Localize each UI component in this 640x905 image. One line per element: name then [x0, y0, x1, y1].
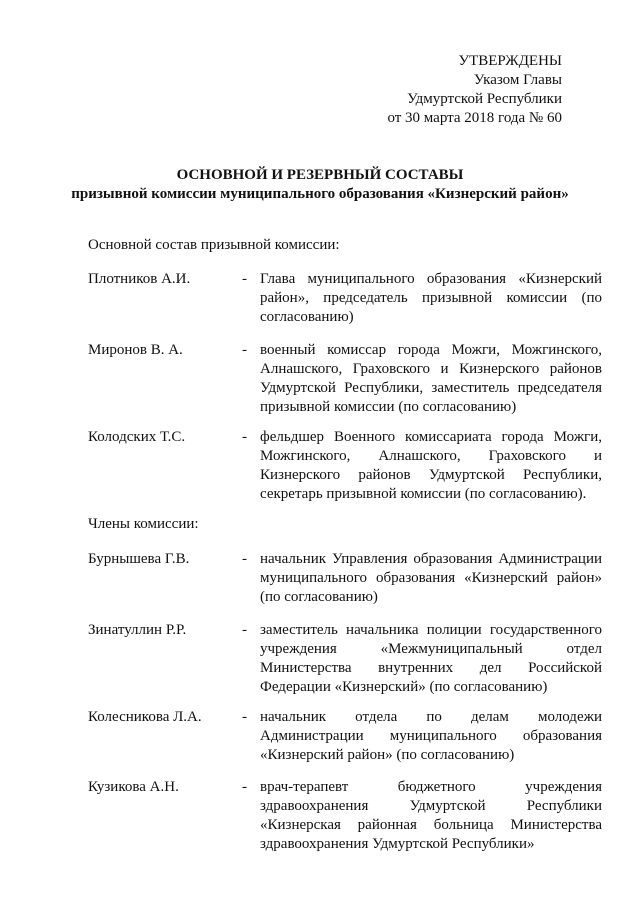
member-dash: - — [242, 271, 247, 287]
member-name: Миронов В. А. — [88, 342, 183, 358]
member-dash: - — [242, 709, 247, 725]
member-name: Колесникова Л.А. — [88, 709, 202, 725]
approval-line-4: от 30 марта 2018 года № 60 — [387, 110, 562, 126]
document-title: ОСНОВНОЙ И РЕЗЕРВНЫЙ СОСТАВЫ — [176, 167, 464, 183]
member-role: начальник отдела по делам молодежи Администрации муниципального образования «Кизнерский район» (по согласованию) — [260, 709, 602, 763]
member-role: врач-терапевт бюджетного учреждения здравоохранения Удмуртской Республики «Кизнерская районная больница Министерства здравоохранения Удмуртской Республики» — [260, 779, 602, 852]
member-dash: - — [242, 622, 247, 638]
member-name: Зинатуллин Р.Р. — [88, 622, 187, 638]
approval-stamp — [387, 52, 562, 128]
approval-line-1: УТВЕРЖДЕНЫ — [458, 53, 562, 69]
member-dash: - — [242, 429, 247, 445]
document-subtitle: призывной комиссии муниципального образования «Кизнерский район» — [71, 186, 569, 202]
member-role: фельдшер Военного комиссариата города Можги, Можгинского, Алнашского, Граховского и Кизнерского районов Удмуртской Республики, секретарь призывной комиссии (по согласованию). — [260, 429, 602, 502]
member-role: военный комиссар города Можги, Можгинского, Алнашского, Граховского и Кизнерского районов Удмуртской Республики, заместитель председателя призывной комиссии (по согласованию) — [260, 342, 602, 415]
member-name: Колодских Т.С. — [88, 429, 186, 445]
main-section-label: Основной состав призывной комиссии: — [88, 237, 340, 253]
member-name: Плотников А.И. — [88, 271, 191, 287]
member-dash: - — [242, 779, 247, 795]
member-dash: - — [242, 551, 247, 567]
approval-line-3: Удмуртской Республики — [407, 91, 562, 107]
member-role: заместитель начальника полиции государственного учреждения «Межмуниципальный отдел Министерства внутренних дел Российской Федерации «Кизнерский» (по согласованию) — [260, 622, 602, 695]
member-name: Бурнышева Г.В. — [88, 551, 190, 567]
commission-members-label: Члены комиссии: — [88, 516, 199, 532]
member-dash: - — [242, 342, 247, 358]
member-role: начальник Управления образования Администрации муниципального образования «Кизнерский район» (по согласованию) — [260, 551, 602, 605]
member-role: Глава муниципального образования «Кизнерский район», председатель призывной комиссии (по согласованию) — [260, 271, 602, 325]
member-name: Кузикова А.Н. — [88, 779, 179, 795]
approval-line-2: Указом Главы — [473, 72, 562, 88]
